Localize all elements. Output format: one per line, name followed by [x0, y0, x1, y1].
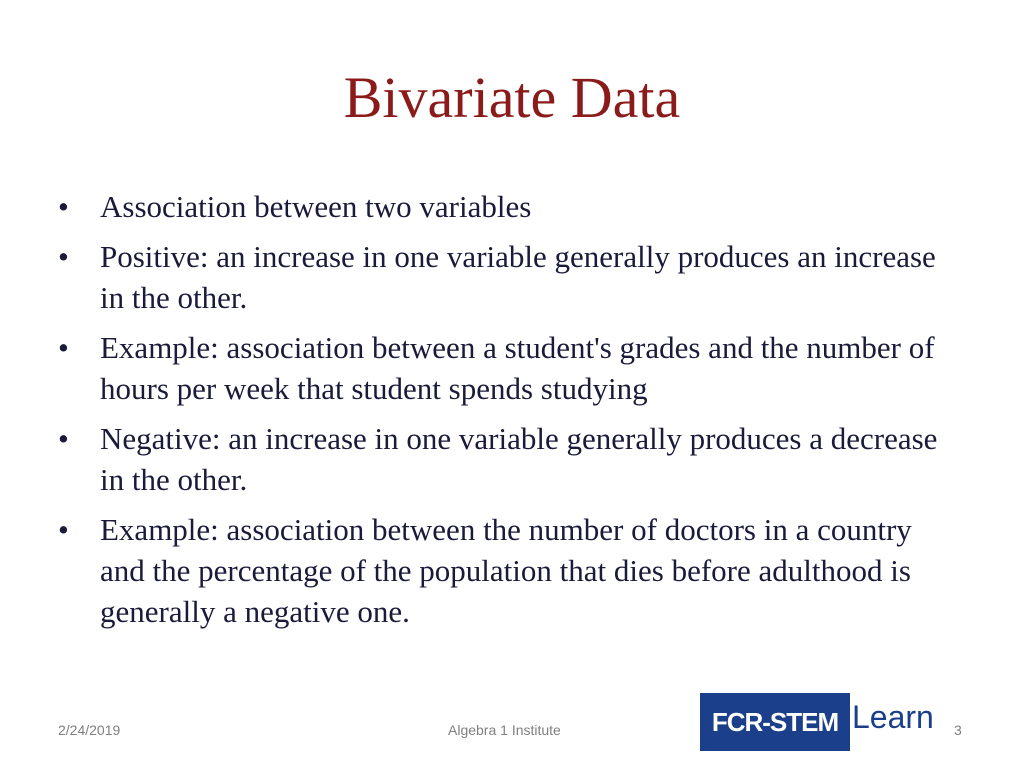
bullet-text: Negative: an increase in one variable generally produces a decrease in the other.	[100, 421, 938, 497]
footer-title: Algebra 1 Institute	[448, 722, 561, 738]
fcr-stem-learn-logo	[700, 693, 932, 751]
bullet-text: Example: association between the number of doctors in a country and the percentage of the population that dies before adulthood is generally a negative one.	[100, 512, 912, 629]
logo-learn-text: Learn	[852, 699, 934, 735]
bullet-text: Example: association between a student's grades and the number of hours per week that student spends studying	[100, 330, 935, 406]
footer-date: 2/24/2019	[58, 722, 121, 738]
bullet-text: Positive: an increase in one variable generally produces an increase in the other.	[100, 239, 936, 315]
bullet-dot-icon: •	[58, 421, 69, 456]
slide-title: Bivariate Data	[343, 65, 681, 130]
bullet-item	[58, 418, 958, 500]
bullet-item	[58, 327, 958, 409]
bullet-text: Association between two variables	[100, 189, 532, 224]
bullet-item	[58, 186, 958, 227]
page-number: 3	[954, 722, 962, 738]
logo-box: FCR-STEM	[700, 693, 850, 751]
bullet-item	[58, 509, 958, 632]
bullet-dot-icon: •	[58, 330, 69, 365]
bullet-item	[58, 236, 958, 318]
bullet-list	[58, 186, 958, 641]
bullet-dot-icon: •	[58, 189, 69, 224]
bullet-dot-icon: •	[58, 239, 69, 274]
bullet-dot-icon: •	[58, 512, 69, 547]
